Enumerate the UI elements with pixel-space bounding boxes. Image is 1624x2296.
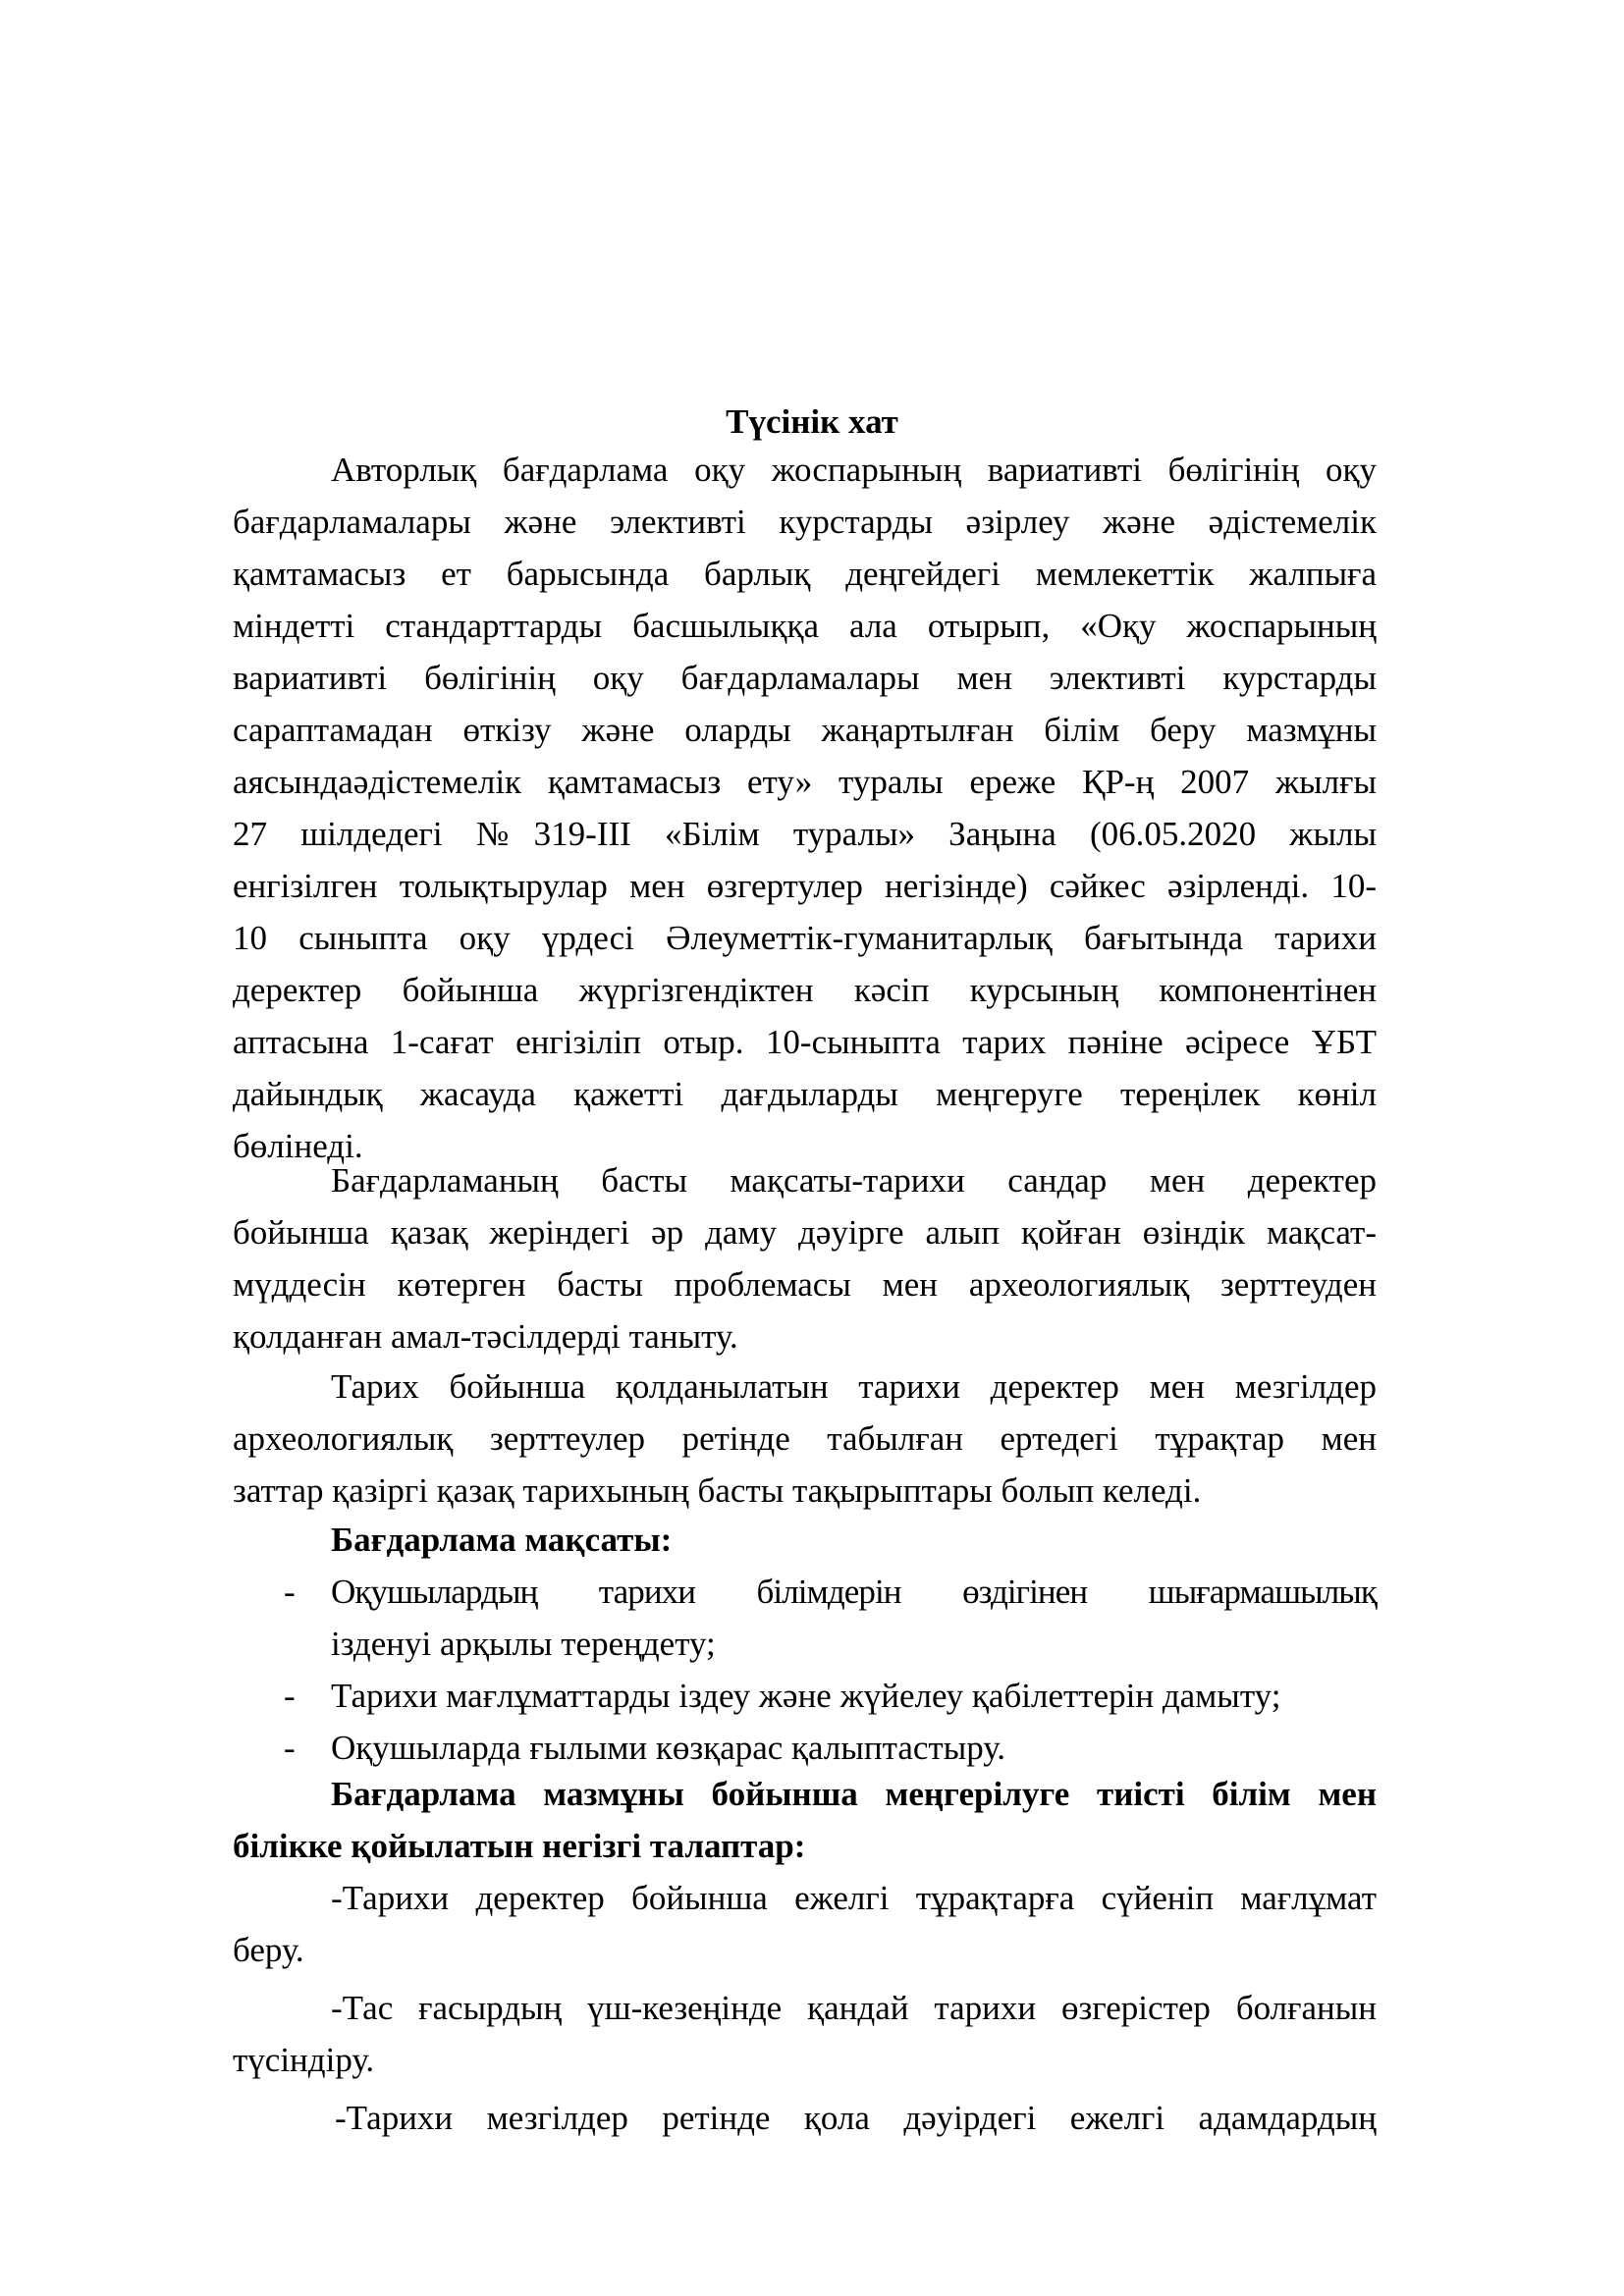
requirement-line: -Тас ғасырдың үш-кезеңінде қандай тарихи өзгерістер болғанын: [331, 1989, 1377, 2027]
text-line: енгізілген толықтырулар мен өзгертулер негізінде) сәйкес әзірленді. 10-: [233, 867, 1377, 905]
goal-item: [233, 1566, 1377, 1670]
text-line: заттар қазіргі қазақ тарихының басты тақырыптары болып келеді.: [233, 1471, 1202, 1510]
text-line: Тарих бойынша қолданылатын тарихи деректер мен мезгілдер: [331, 1367, 1377, 1406]
goal-text: Тарихи мағлұматтарды іздеу және жүйелеу қабілеттерін дамыту;: [331, 1677, 1281, 1715]
goal-item: [233, 1722, 1377, 1774]
requirements-heading-line: білікке қойылатын негізгі талаптар:: [233, 1827, 806, 1865]
text-line: 10 сыныпта оқу үрдесі Әлеуметтік-гуманитарлық бағытында тарихи: [233, 919, 1377, 957]
requirement-line: беру.: [233, 1931, 304, 1969]
text-line: қамтамасыз ет барысында барлық деңгейдегі мемлекеттік жалпыға: [233, 555, 1377, 593]
goals-section: [233, 1514, 1377, 1566]
requirement-line: -Тарихи деректер бойынша ежелгі тұрақтарға сүйеніп мағлұмат: [331, 1879, 1377, 1917]
goals-list: [233, 1566, 1377, 1774]
goal-line: [233, 1722, 1377, 1774]
text-line: бағдарламалары және элективті курстарды әзірлеу және әдістемелік: [233, 503, 1377, 541]
goal-text: Оқушылардың тарихи білімдерін өздігінен шығармашылық: [331, 1573, 1377, 1611]
text-line: дайындық жасауда қажетті дағдыларды меңгеруге тереңілек көніл: [233, 1075, 1377, 1113]
text-line: Бағдарламаның басты мақсаты-тарихи сандар мен деректер: [331, 1161, 1377, 1200]
text-line: аясындаәдістемелік қамтамасыз ету» туралы ереже ҚР-ң 2007 жылғы: [233, 763, 1377, 801]
text-line: археологиялық зерттеулер ретінде табылған ертедегі тұрақтар мен: [233, 1419, 1377, 1458]
goals-heading: Бағдарлама мақсаты:: [331, 1521, 673, 1559]
text-line: деректер бойынша жүргізгендіктен кәсіп курсының компонентінен: [233, 971, 1377, 1009]
goal-item: [233, 1670, 1377, 1722]
bullet-dash: -: [284, 1729, 296, 1767]
requirements-heading: [233, 1768, 1377, 1872]
text-line: міндетті стандарттарды басшылыққа ала отырып, «Оқу жоспарының: [233, 607, 1377, 645]
text-line: сараптамадан өткізу және оларды жаңартылған білім беру мазмұны: [233, 711, 1377, 749]
requirements-list: [233, 1872, 1377, 2144]
requirement-item: [233, 1982, 1377, 2086]
paragraph-main-goal: [233, 1154, 1377, 1362]
paragraph-intro: [233, 444, 1377, 1172]
text-line: бойынша қазақ жеріндегі әр даму дәуірге алып қойған өзіндік мақсат-: [233, 1213, 1377, 1252]
text-line: вариативті бөлігінің оқу бағдарламалары мен элективті курстарды: [233, 659, 1377, 697]
requirement-item: [233, 2092, 1377, 2144]
bullet-dash: -: [284, 1677, 296, 1715]
requirement-line: түсіндіру.: [233, 2041, 375, 2079]
goal-line: [233, 1566, 1377, 1618]
text-line: аптасына 1-сағат енгізіліп отыр. 10-сыныпта тарих пәніне әсіресе ҰБТ: [233, 1023, 1377, 1061]
bullet-dash: -: [284, 1573, 295, 1611]
goal-line: [233, 1670, 1377, 1722]
goal-text: Оқушыларда ғылыми көзқарас қалыптастыру.: [331, 1729, 1005, 1767]
requirement-item: [233, 1872, 1377, 1976]
paragraph-history-sources: [233, 1361, 1377, 1517]
text-line: мүддесін көтерген басты проблемасы мен археологиялық зерттеуден: [233, 1265, 1377, 1304]
requirements-heading-line: Бағдарлама мазмұны бойынша меңгерілуге тиісті білім мен: [331, 1775, 1377, 1813]
text-line: қолданған амал-тәсілдерді таныту.: [233, 1317, 738, 1356]
text-line: бөлінеді.: [233, 1127, 363, 1165]
requirement-line: -Тарихи мезгілдер ретінде қола дәуірдегі ежелгі адамдардың: [335, 2099, 1377, 2137]
goal-line: ізденуі арқылы тереңдету;: [331, 1625, 716, 1663]
document-title: Түсінік хат: [726, 402, 898, 441]
text-line: 27 шілдедегі №319-ІІІ «Білім туралы» Заңына (06.05.2020 жылы: [233, 815, 1377, 853]
text-line: Авторлық бағдарлама оқу жоспарының вариативті бөлігінің оқу: [331, 451, 1377, 489]
